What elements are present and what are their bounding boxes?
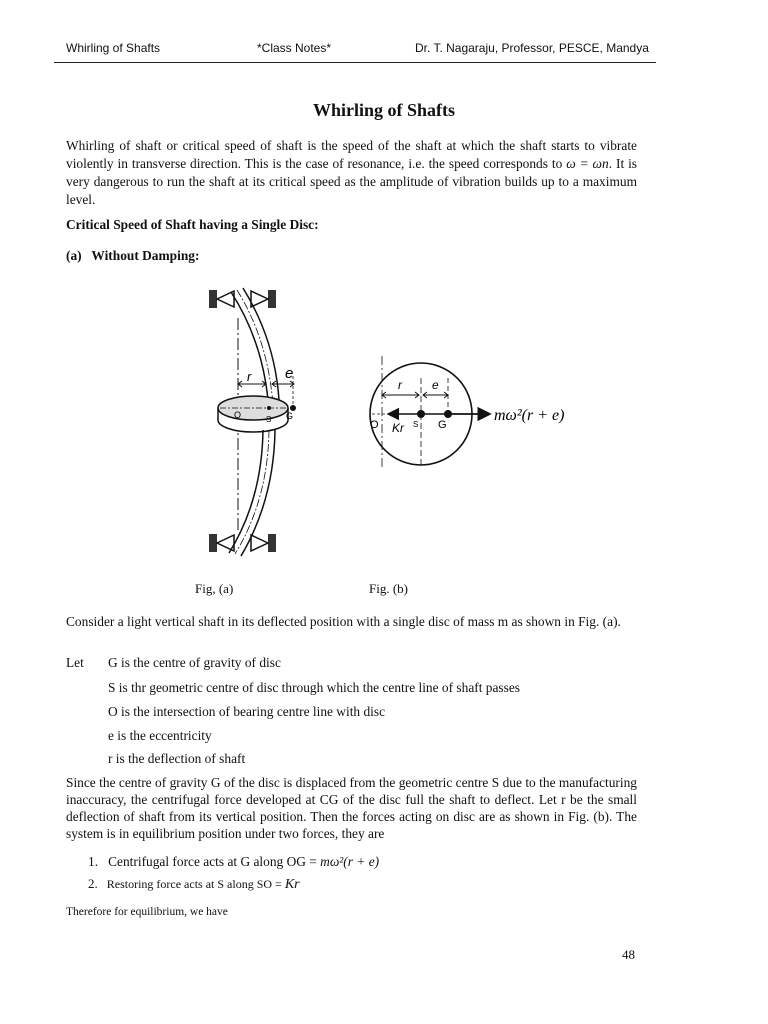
definition-item: r is the deflection of shaft xyxy=(108,751,246,766)
header-left: Whirling of Shafts xyxy=(66,41,161,55)
fig-b-label-o: O xyxy=(370,419,379,431)
fig-a-label-e: e xyxy=(285,365,294,382)
figure-a xyxy=(209,288,296,556)
page-number: 48 xyxy=(622,947,635,962)
section-heading: Critical Speed of Shaft having a Single Disc: xyxy=(66,217,319,232)
force-formula: mω²(r + e) xyxy=(320,854,380,869)
caption-fig-b: Fig. (b) xyxy=(369,581,408,596)
page-title: Whirling of Shafts xyxy=(312,100,456,120)
header-center: *Class Notes* xyxy=(257,41,332,55)
fig-a-label-s: S xyxy=(266,415,272,424)
definition-item: e is the eccentricity xyxy=(108,728,212,743)
fig-b-label-r: r xyxy=(398,378,402,392)
fig-b-label-g: G xyxy=(438,419,447,431)
force-item-1 xyxy=(88,853,379,871)
point-s-a xyxy=(267,406,271,410)
fig-b-label-kr: Kr xyxy=(392,421,404,435)
list-number: 1. xyxy=(88,854,99,869)
since-paragraph: Since the centre of gravity G of the disc is displaced from the geometric centre S due to the manufacturing inaccuracy, the centrifugal force developed at CG of the disc full the shaft to deflect. Let r be the small deflection of shaft from its vertical position. Then the forces acting on disc are as shown in Fig. (b). The system is in equilibrium position under two forces, they are xyxy=(66,775,637,841)
therefore-text: Therefore for equilibrium, we have xyxy=(66,906,228,918)
list-number: 2. xyxy=(88,876,98,891)
header-right: Dr. T. Nagaraju, Professor, PESCE, Mandya xyxy=(415,41,649,55)
caption-fig-a: Fig, (a) xyxy=(195,581,234,596)
intro-line1: Whirling of shaft or critical speed of shaft is the speed of the shaft at which the shaft starts to vibrate violently in transverse direction. This is the case of resonance, i.e. the speed corresponds to xyxy=(66,138,637,171)
figure-b xyxy=(370,356,564,470)
force-text: Restoring force acts at S along SO = xyxy=(106,877,285,891)
bottom-bearing xyxy=(209,534,276,552)
fig-b-force-label: mω²(r + e) xyxy=(494,407,565,424)
force-formula: Kr xyxy=(284,877,300,892)
fig-a-label-o: O xyxy=(234,410,242,420)
let-label: Let xyxy=(66,655,84,670)
resonance-formula: ω = ωn xyxy=(566,156,609,171)
definition-item: S is thr geometric centre of disc through which the centre line of shaft passes xyxy=(108,680,521,695)
fig-b-label-e: e xyxy=(432,378,439,392)
fig-a-label-g: G xyxy=(286,411,294,421)
fig-a-label-r: r xyxy=(247,369,252,384)
fig-b-label-s: S xyxy=(413,420,419,429)
force-item-2 xyxy=(88,876,300,893)
point-g-b xyxy=(444,410,452,418)
force-text: Centrifugal force acts at G along OG = xyxy=(108,854,321,869)
intro-line2: . It is very dangerous to run the shaft at its critical speed as the amplitude of vibration builds up to a maximum level. xyxy=(66,156,638,207)
point-s-b xyxy=(417,410,425,418)
definition-item: O is the intersection of bearing centre line with disc xyxy=(108,704,386,719)
consider-paragraph: Consider a light vertical shaft in its deflected position with a single disc of mass m as shown in Fig. (a). xyxy=(66,614,621,629)
definition-item: G is the centre of gravity of disc xyxy=(108,655,281,670)
subsection-heading: (a) Without Damping: xyxy=(66,248,200,263)
